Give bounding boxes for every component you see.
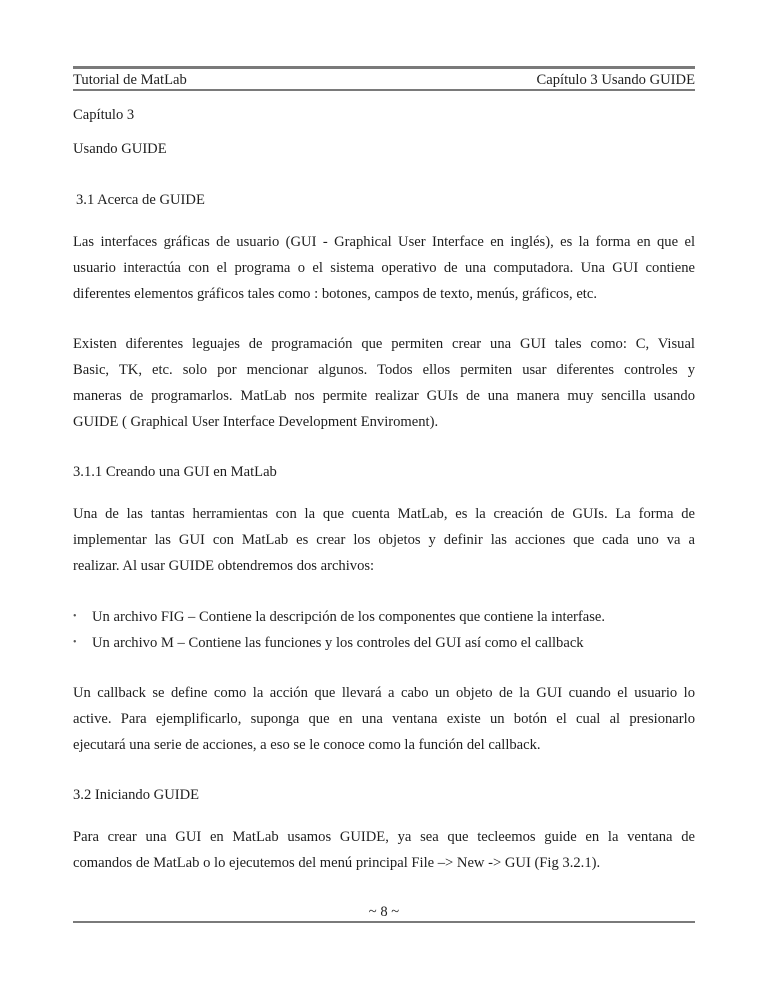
para3-line: realizar. Al usar GUIDE obtendremos dos archivos: xyxy=(73,558,375,574)
para4-line: Un callback se define como la acción que llevará a cabo un objeto de la GUI cuando el usuario lo xyxy=(73,685,695,701)
para5-line: comandos de MatLab o lo ejecutemos del menú principal File –> New -> GUI (Fig 3.2.1). xyxy=(73,855,601,871)
page-number: ~ 8 ~ xyxy=(368,904,400,920)
header-bottom-rule xyxy=(73,89,695,91)
bullet-icon: • xyxy=(73,637,77,648)
para2-line: maneras de programarlos. MatLab nos permite realizar GUIs de una manera muy sencilla usando xyxy=(73,388,695,404)
para3-line: Una de las tantas herramientas con la que cuenta MatLab, es la creación de GUIs. La forma de xyxy=(73,506,695,522)
para4-line: active. Para ejemplificarlo, suponga que en una ventana existe un botón el cual al presionarlo xyxy=(73,711,695,727)
para2-line: Basic, TK, etc. solo por mencionar algunos. Todos ellos permiten usar diferentes controles y xyxy=(73,362,695,378)
para1-line: usuario interactúa con el programa o el sistema operativo de una computadora. Una GUI contiene xyxy=(73,260,695,276)
para1-line: Las interfaces gráficas de usuario (GUI - Graphical User Interface en inglés), es la forma en que el xyxy=(73,234,695,250)
header-top-rule xyxy=(73,66,695,69)
para2-line: Existen diferentes leguajes de programación que permiten crear una GUI tales como: C, Visual xyxy=(73,336,695,352)
para1-line: diferentes elementos gráficos tales como : botones, campos de texto, menús, gráficos, etc. xyxy=(73,286,597,302)
header-doc-title: Tutorial de MatLab xyxy=(73,72,187,88)
para3-line: implementar las GUI con MatLab es crear los objetos y definir las acciones que cada uno va a xyxy=(73,532,695,548)
bullet-icon: • xyxy=(73,611,77,622)
section-heading-3-1-1: 3.1.1 Creando una GUI en MatLab xyxy=(73,464,277,480)
chapter-number: Capítulo 3 xyxy=(73,107,135,123)
section-heading-3-1: 3.1 Acerca de GUIDE xyxy=(76,192,205,208)
para4-line: ejecutará una serie de acciones, a eso se le conoce como la función del callback. xyxy=(73,737,541,753)
para5-line: Para crear una GUI en MatLab usamos GUIDE, ya sea que tecleemos guide en la ventana de xyxy=(73,829,695,845)
bullet-item: Un archivo M – Contiene las funciones y los controles del GUI así como el callback xyxy=(92,635,584,651)
bullet-item: Un archivo FIG – Contiene la descripción de los componentes que contiene la interfase. xyxy=(92,609,606,625)
section-heading-3-2: 3.2 Iniciando GUIDE xyxy=(73,787,200,803)
para2-line: GUIDE ( Graphical User Interface Development Enviroment). xyxy=(73,414,439,430)
header-chapter-title: Capítulo 3 Usando GUIDE xyxy=(536,72,695,88)
footer-rule xyxy=(73,921,695,923)
chapter-title: Usando GUIDE xyxy=(73,141,167,157)
